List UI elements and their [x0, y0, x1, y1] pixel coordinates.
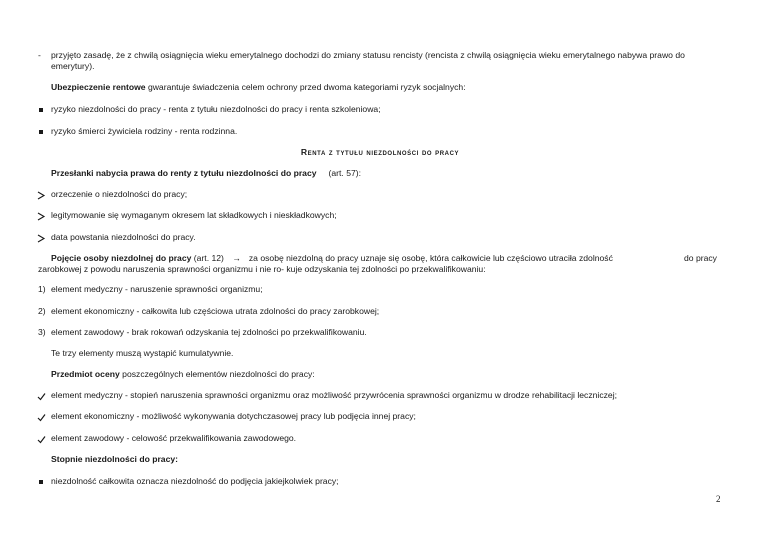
square-bullet-icon [39, 480, 43, 484]
list-number: 1) [38, 284, 46, 294]
dash-marker: - [38, 50, 41, 60]
arrow-bullet-icon [37, 191, 46, 200]
element-item: element medyczny - naruszenie sprawności organizmu; [51, 284, 263, 294]
condition-item: data powstania niezdolności do pracy. [51, 232, 196, 242]
element-item: element zawodowy - brak rokowań odzyskania tej zdolności po przekwalifikowaniu. [51, 327, 367, 337]
definition-bold: Pojęcie osoby niezdolnej do pracy [51, 253, 192, 263]
square-bullet-icon [39, 108, 43, 112]
list-number: 3) [38, 327, 46, 337]
para1-line2: emerytury). [51, 61, 95, 71]
definition-text: za osobę niezdolną do pracy uznaje się osobę, która całkowicie lub częściowo utraciła zdolność [248, 253, 613, 263]
risk-item: ryzyko śmierci żywiciela rodziny - renta rodzinna. [51, 126, 238, 136]
definition-article: (art. 12) [193, 253, 224, 263]
cumulative-note: Te trzy elementy muszą wystąpić kumulatywnie. [51, 348, 234, 358]
degree-item: niezdolność całkowita oznacza niezdolność do podjęcia jakiejkolwiek pracy; [51, 476, 339, 486]
check-bullet-icon [37, 392, 46, 401]
risk-item: ryzyko niezdolności do pracy - renta z tytułu niezdolności do pracy i renta szkoleniowa; [51, 104, 381, 114]
insurance-rest: gwarantuje świadczenia celem ochrony przed dwoma kategoriami ryzyk socjalnych: [145, 82, 466, 92]
assessment-item: element zawodowy - celowość przekwalifikowania zawodowego. [51, 433, 297, 443]
section-heading: Renta z tytułu niezdolności do pracy [300, 147, 460, 157]
list-number: 2) [38, 306, 46, 316]
check-bullet-icon [37, 413, 46, 422]
condition-item: orzeczenie o niezdolności do pracy; [51, 189, 188, 199]
page-number: 2 [716, 494, 721, 504]
arrow-bullet-icon [37, 212, 46, 221]
assessment-rest: poszczególnych elementów niezdolności do pracy: [119, 369, 315, 379]
insurance-bold: Ubezpieczenie rentowe [51, 82, 146, 92]
definition-arrow: → [232, 253, 241, 263]
condition-item: legitymowanie się wymaganym okresem lat składkowych i nieskładkowych; [51, 210, 337, 220]
element-item: element ekonomiczny - całkowita lub częściowa utrata zdolności do pracy zarobkowej; [51, 306, 380, 316]
definition-line2: zarobkowej z powodu naruszenia sprawności organizmu i nie ro- kuje odzyskania tej zdolności po przekwalifikowaniu: [38, 264, 486, 274]
definition-line1-end: do pracy [684, 253, 717, 263]
assessment-item: element ekonomiczny - możliwość wykonywania dotychczasowej pracy lub podjęcia innej pracy; [51, 411, 416, 421]
para1-line1: przyjęto zasadę, że z chwilą osiągnięcia wieku emerytalnego dochodzi do zmiany statusu rencisty (rencista z chwilą osiągnięcia wieku emerytalnego nabywa prawo do [51, 50, 685, 60]
definition-line1 [51, 253, 613, 264]
arrow-bullet-icon [37, 234, 46, 243]
conditions-paragraph [51, 168, 361, 179]
degrees-title-bold: Stopnie niezdolności do pracy: [51, 454, 179, 464]
assessment-paragraph [51, 369, 315, 380]
insurance-paragraph [51, 82, 466, 93]
conditions-bold: Przesłanki nabycia prawa do renty z tytułu niezdolności do pracy [51, 168, 317, 178]
assessment-bold: Przedmiot oceny [51, 369, 120, 379]
assessment-item: element medyczny - stopień naruszenia sprawności organizmu oraz możliwość przywrócenia sprawności organizmu w drodze rehabilitacji leczniczej; [51, 390, 617, 400]
check-bullet-icon [37, 435, 46, 444]
degrees-title [51, 454, 178, 465]
square-bullet-icon [39, 130, 43, 134]
conditions-article: (art. 57): [328, 168, 362, 178]
